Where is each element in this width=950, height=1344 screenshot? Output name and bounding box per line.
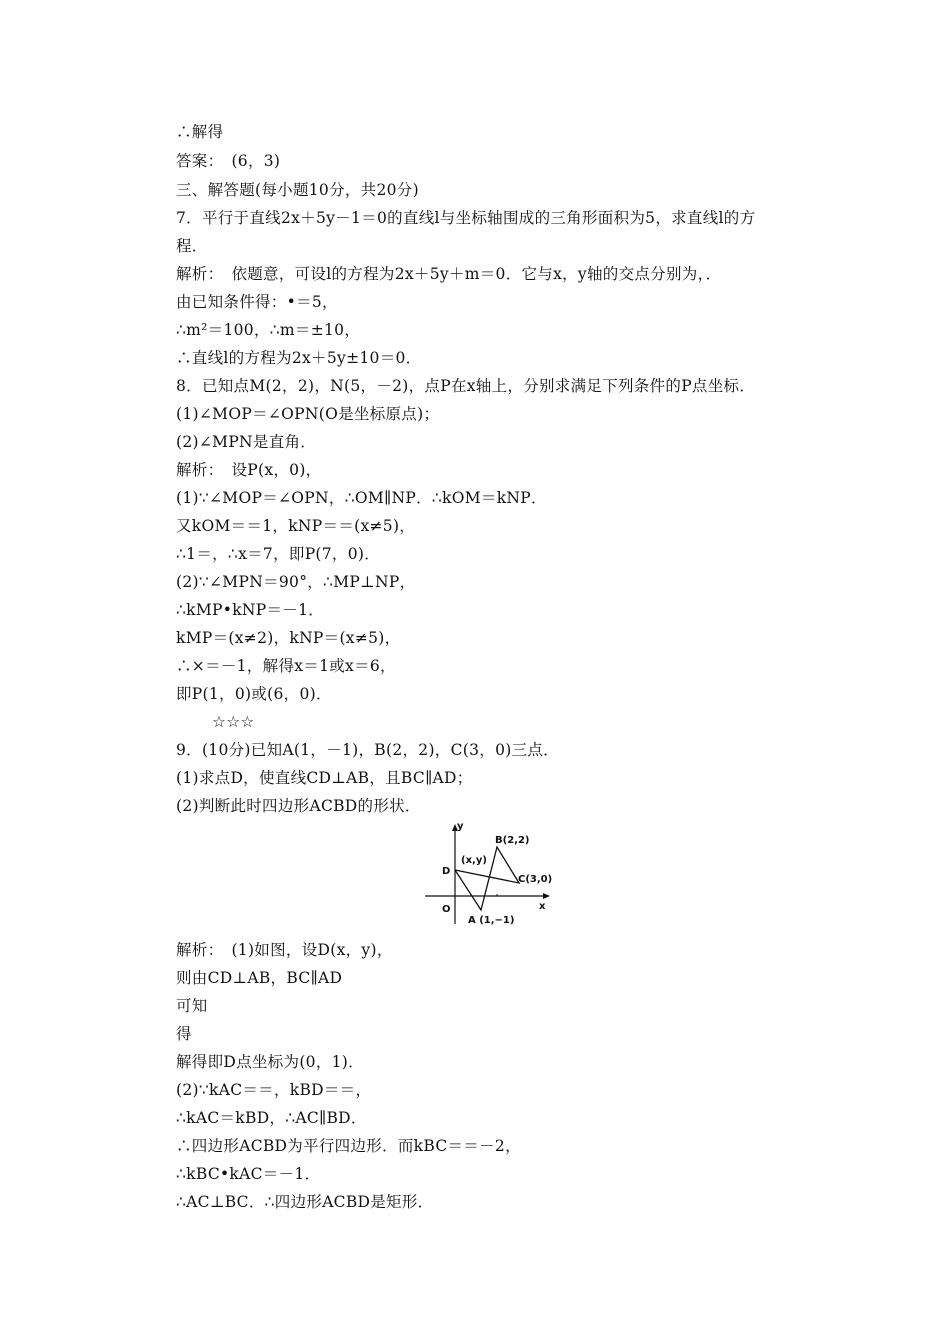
text-line-20: ∴×＝－1，解得x＝1或x＝6， bbox=[176, 657, 396, 675]
problem-7: 7．平行于直线2x＋5y－1＝0的直线l与坐标轴围成的三角形面积为5，求直线l的方 bbox=[176, 209, 756, 227]
text-line-35: ∴AC⊥BC．∴四边形ACBD是矩形． bbox=[176, 1193, 434, 1211]
text-line-9: ∴直线l的方程为2x＋5y±10＝0． bbox=[176, 349, 422, 367]
text-line-18: ∴kMP•kNP＝－1． bbox=[176, 601, 325, 619]
text-line-24: (1)求点D，使直线CD⊥AB，且BC∥AD； bbox=[176, 769, 473, 787]
text-line-7: 由已知条件得：•＝5， bbox=[176, 293, 338, 311]
text-line-21: 即P(1，0)或(6，0)． bbox=[176, 685, 332, 703]
point-c-label: C(3,0) bbox=[518, 874, 553, 885]
origin-label: O bbox=[442, 904, 451, 915]
x-axis-arrow bbox=[543, 893, 550, 899]
text-line-12: (2)∠MPN是直角． bbox=[176, 433, 317, 451]
text-line-14: (1)∵∠MOP＝∠OPN，∴OM∥NP．∴kOM＝kNP． bbox=[176, 489, 547, 507]
text-line-27: 则由CD⊥AB，BC∥AD bbox=[176, 969, 343, 987]
section-heading: 三、解答题(每小题10分，共20分) bbox=[176, 181, 419, 199]
text-line-8: ∴m²＝100，∴m＝±10， bbox=[176, 321, 361, 339]
text-line-11: (1)∠MOP＝∠OPN(O是坐标原点)； bbox=[176, 405, 440, 423]
coordinate-figure bbox=[425, 820, 565, 930]
stars-divider: ☆☆☆ bbox=[212, 713, 255, 731]
text-line-5: 程． bbox=[176, 237, 208, 255]
point-b-label: B(2,2) bbox=[495, 835, 530, 846]
text-line-25: (2)判断此时四边形ACBD的形状． bbox=[176, 797, 421, 815]
text-line-34: ∴kBC•kAC＝－1． bbox=[176, 1165, 321, 1183]
text-line-16: ∴1＝，∴x＝7，即P(7，0)． bbox=[176, 545, 381, 563]
point-xy-label: (x,y) bbox=[461, 855, 487, 866]
text-line-28: 可知 bbox=[176, 997, 208, 1015]
text-line-19: kMP＝(x≠2)，kNP＝(x≠5)， bbox=[176, 629, 401, 647]
text-line-2: 答案： (6，3) bbox=[176, 152, 281, 170]
text-line-29: 得 bbox=[176, 1025, 192, 1043]
text-line-6: 解析： 依题意，可设l的方程为2x＋5y＋m＝0．它与x，y轴的交点分别为，． bbox=[176, 265, 722, 283]
text-line-33: ∴四边形ACBD为平行四边形．而kBC＝＝－2， bbox=[176, 1137, 521, 1155]
point-a-label: A (1,−1) bbox=[468, 915, 515, 926]
text-line-32: ∴kAC＝kBD，∴AC∥BD． bbox=[176, 1109, 367, 1127]
text-line-30: 解得即D点坐标为(0，1)． bbox=[176, 1053, 364, 1071]
x-axis-label: x bbox=[539, 901, 546, 912]
point-d-label: D bbox=[442, 866, 451, 877]
y-axis-label: y bbox=[457, 821, 464, 832]
text-line-26: 解析： (1)如图，设D(x，y)， bbox=[176, 941, 393, 959]
text-line-31: (2)∵kAC＝＝，kBD＝＝， bbox=[176, 1081, 372, 1099]
text-line-17: (2)∵∠MPN＝90°，∴MP⊥NP， bbox=[176, 573, 416, 591]
text-line-15: 又kOM＝＝1，kNP＝＝(x≠5)， bbox=[176, 517, 416, 535]
text-line-13: 解析： 设P(x，0)， bbox=[176, 461, 322, 479]
problem-9: 9．(10分)已知A(1，－1)，B(2，2)，C(3，0)三点． bbox=[176, 741, 559, 759]
text-line-1: ∴解得 bbox=[176, 123, 224, 141]
problem-8: 8．已知点M(2，2)，N(5，－2)，点P在x轴上，分别求满足下列条件的P点坐标． bbox=[176, 377, 756, 395]
